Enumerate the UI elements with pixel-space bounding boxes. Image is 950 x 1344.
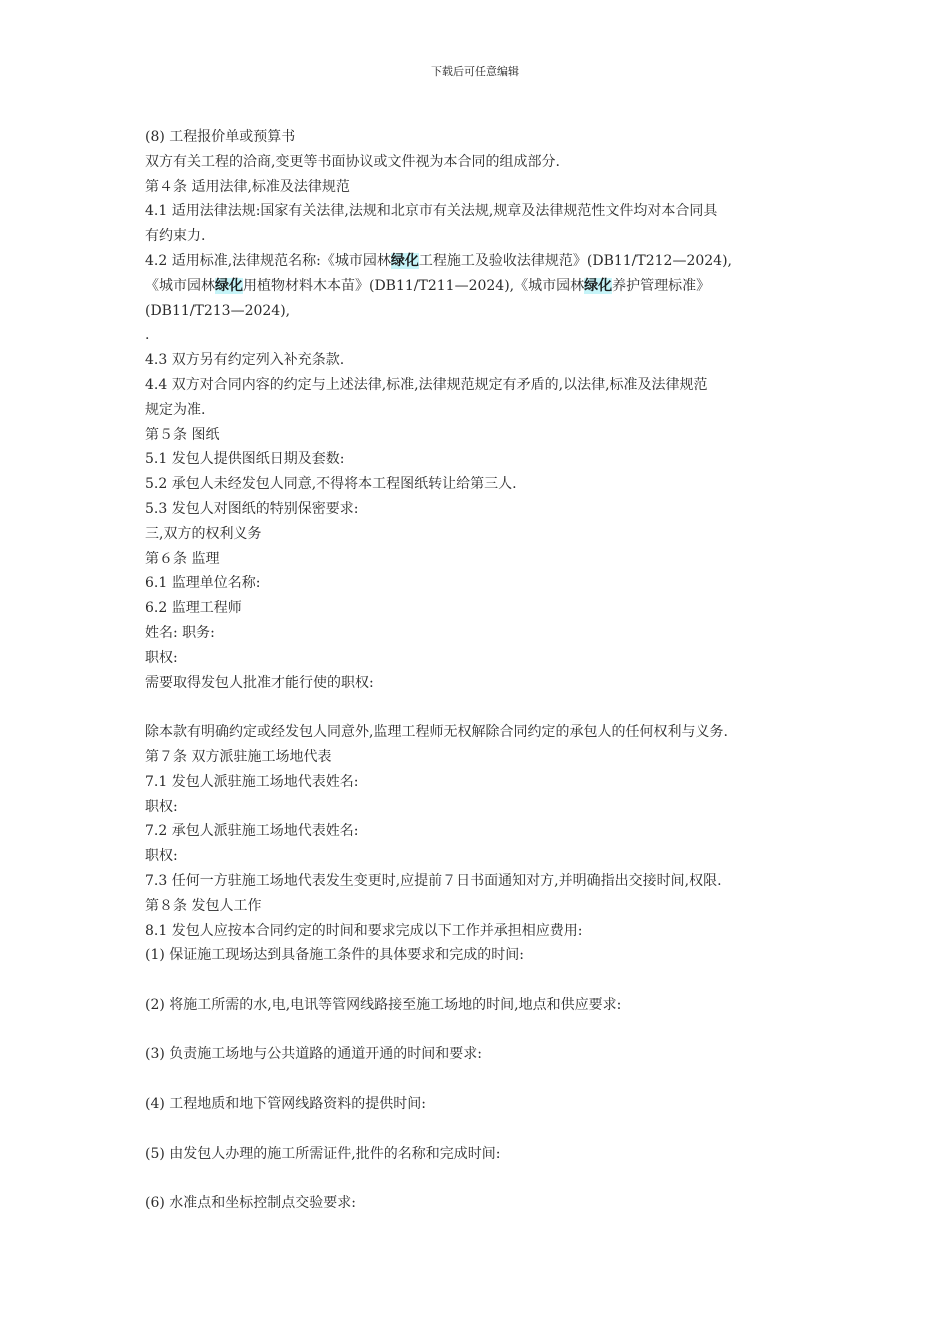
paragraph-line: [145, 249, 825, 274]
highlighted-term: 绿化: [215, 277, 243, 294]
paragraph-line: 7.2 承包人派驻施工场地代表姓名:: [145, 823, 359, 840]
section-heading: 第５条 图纸: [145, 426, 220, 443]
paragraph-line: 5.2 承包人未经发包人同意,不得将本工程图纸转让给第三人.: [145, 476, 517, 493]
paragraph-line: (DB11/T213—2024),: [145, 302, 291, 319]
document-body: [145, 125, 825, 1216]
list-item: (2) 将施工所需的水,电,电讯等管网线路接至施工场地的时间,地点和供应要求:: [145, 996, 622, 1013]
highlighted-term: 绿化: [390, 252, 419, 269]
paragraph-line: 有约束力.: [145, 228, 206, 245]
paragraph-line: 双方有关工程的洽商,变更等书面协议或文件视为本合同的组成部分.: [145, 153, 560, 170]
paragraph-line: 4.4 双方对合同内容的约定与上述法律,标准,法律规范规定有矛盾的,以法律,标准及法律规范: [145, 376, 708, 393]
list-item: (8) 工程报价单或预算书: [145, 129, 296, 145]
blank-line: [145, 695, 825, 720]
paragraph-line: 需要取得发包人批准才能行使的职权:: [145, 674, 374, 691]
list-item: (6) 水准点和坐标控制点交验要求:: [145, 1195, 356, 1212]
paragraph-line: 规定为准.: [145, 401, 206, 418]
paragraph-line: [145, 274, 825, 299]
section-heading: 第８条 发包人工作: [145, 897, 262, 914]
paragraph-line: 5.1 发包人提供图纸日期及套数:: [145, 451, 345, 468]
paragraph-line: 5.3 发包人对图纸的特别保密要求:: [145, 500, 359, 517]
paragraph-line: 职权:: [145, 798, 178, 815]
section-heading: 第４条 适用法律,标准及法律规范: [145, 178, 350, 195]
paragraph-line: 职权:: [145, 649, 178, 666]
paragraph-line: 姓名: 职务:: [145, 624, 215, 641]
text-segment: 工程施工及验收法律规范》(DB11/T212—2024),: [418, 252, 732, 269]
blank-line: [145, 1018, 825, 1043]
text-segment: 《城市园林: [145, 277, 215, 294]
text-segment: 用植物材料木本苗》(DB11/T211—2024),《城市园林: [243, 277, 585, 294]
chapter-heading: 三,双方的权利义务: [145, 525, 262, 542]
list-item: (5) 由发包人办理的施工所需证件,批件的名称和完成时间:: [145, 1145, 501, 1162]
paragraph-line: 4.3 双方另有约定列入补充条款.: [145, 352, 345, 369]
blank-line: [145, 1067, 825, 1092]
paragraph-line: 7.1 发包人派驻施工场地代表姓名:: [145, 773, 359, 790]
paragraph-line: 8.1 发包人应按本合同约定的时间和要求完成以下工作并承担相应费用:: [145, 922, 583, 939]
paragraph-line: 除本款有明确约定或经发包人同意外,监理工程师无权解除合同约定的承包人的任何权利与义务.: [145, 724, 728, 741]
highlighted-term: 绿化: [584, 277, 613, 294]
paragraph-line: 职权:: [145, 848, 178, 865]
blank-line: [145, 1166, 825, 1191]
paragraph-line: 6.2 监理工程师: [145, 600, 242, 617]
list-item: (4) 工程地质和地下管网线路资料的提供时间:: [145, 1096, 426, 1113]
text-segment: 4.2 适用标准,法律规范名称:《城市园林: [145, 252, 391, 269]
text-segment: 养护管理标准》: [612, 277, 711, 294]
section-heading: 第７条 双方派驻施工场地代表: [145, 748, 332, 765]
paragraph-line: 6.1 监理单位名称:: [145, 575, 261, 592]
list-item: (3) 负责施工场地与公共道路的通道开通的时间和要求:: [145, 1046, 482, 1063]
paragraph-line: 7.3 任何一方驻施工场地代表发生变更时,应提前７日书面通知对方,并明确指出交接时间,权限.: [145, 872, 722, 889]
section-heading: 第６条 监理: [145, 550, 220, 567]
blank-line: [145, 968, 825, 993]
page-header: 下载后可任意编辑: [431, 65, 519, 78]
blank-line: [145, 1117, 825, 1142]
paragraph-line: 4.1 适用法律法规:国家有关法律,法规和北京市有关法规,规章及法律规范性文件均对本合同具: [145, 203, 718, 220]
paragraph-line: .: [145, 327, 150, 344]
list-item: (1) 保证施工现场达到具备施工条件的具体要求和完成的时间:: [145, 947, 524, 964]
